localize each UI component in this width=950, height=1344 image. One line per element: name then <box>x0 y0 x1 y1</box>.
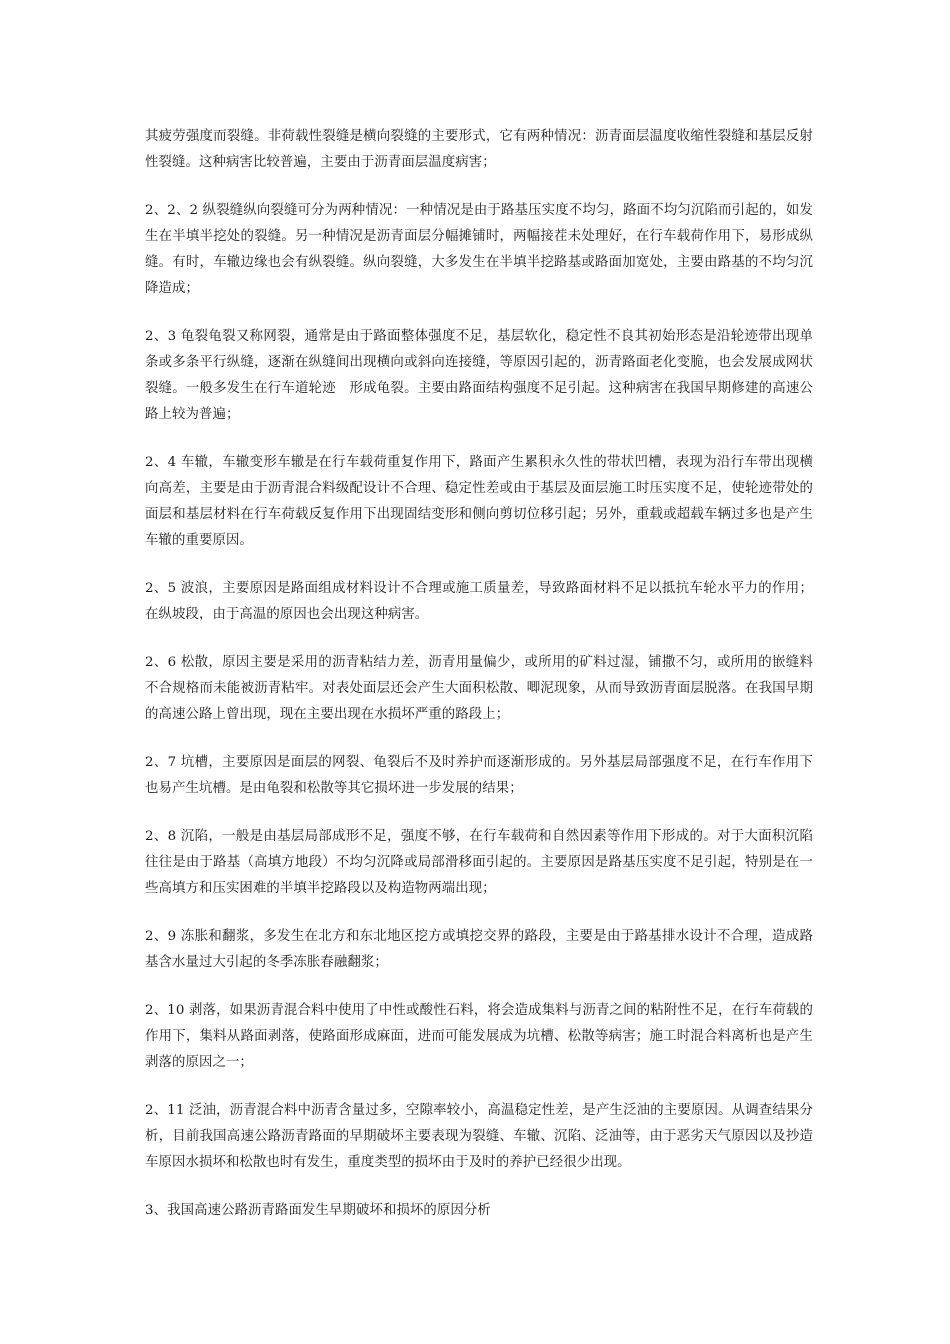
paragraph-stripping: 2、10 剥落，如果沥青混合料中使用了中性或酸性石料，将会造成集料与沥青之间的粘附性不足，在行车荷载的作用下，集料从路面剥落，使路面形成麻面，进而可能发展成为坑槽、松散等病害；施工时混合料离析也是产生剥落的原因之一； <box>145 1003 813 1070</box>
paragraph-longitudinal-cracks: 2、2、2 纵裂缝纵向裂缝可分为两种情况：一种情况是由于路基压实度不均匀，路面不均匀沉陷而引起的，如发生在半填半挖处的裂缝。另一种情况是沥青面层分幅摊铺时，两幅接茬未处理好，在行车载荷作用下，易形成纵缝。有时，车辙边缘也会有纵裂缝。纵向裂缝，大多发生在半填半挖路基或路面加宽处，主要由路基的不均匀沉降造成； <box>145 203 813 296</box>
paragraph-corrugation: 2、5 波浪，主要原因是路面组成材料设计不合理或施工质量差，导致路面材料不足以抵抗车轮水平力的作用；在纵坡段，由于高温的原因也会出现这种病害。 <box>145 581 813 622</box>
document-body <box>145 124 813 1246</box>
paragraph-subsidence: 2、8 沉陷，一般是由基层局部成形不足，强度不够，在行车载荷和自然因素等作用下形成的。对于大面积沉陷往往是由于路基（高填方地段）不均匀沉降或局部滑移面引起的。主要原因是路基压实度不足引起，特别是在一些高填方和压实困难的半填半挖路段以及构造物两端出现； <box>145 829 813 896</box>
paragraph-transverse-cracks-end: 其疲劳强度而裂缝。非荷载性裂缝是横向裂缝的主要形式，它有两种情况：沥青面层温度收缩性裂缝和基层反射性裂缝。这种病害比较普遍，主要由于沥青面层温度病害； <box>145 129 813 170</box>
paragraph-potholes: 2、7 坑槽，主要原因是面层的网裂、龟裂后不及时养护而逐渐形成的。另外基层局部强度不足，在行车作用下也易产生坑槽。是由龟裂和松散等其它损坏进一步发展的结果； <box>145 755 813 796</box>
paragraph-alligator-cracks: 2、3 龟裂龟裂又称网裂，通常是由于路面整体强度不足，基层软化，稳定性不良其初始形态是沿轮迹带出现单条或多条平行纵缝，逐渐在纵缝间出现横向或斜向连接缝，等原因引起的，沥青路面老化变脆，也会发展成网状裂缝。一般多发生在行车道轮迹 形成龟裂。主要由路面结构强度不足引起。这种病害在我国早期修建的高速公路上较为普遍； <box>145 329 813 422</box>
section-heading-cause-analysis: 3、我国高速公路沥青路面发生早期破坏和损坏的原因分析 <box>145 1203 491 1218</box>
paragraph-rutting: 2、4 车辙，车辙变形车辙是在行车载荷重复作用下，路面产生累积永久性的带状凹槽，表现为沿行车带出现横向高差，主要是由于沥青混合料级配设计不合理、稳定性差或由于基层及面层施工时压实度不足，使轮迹带处的面层和基层材料在行车荷载反复作用下出现固结变形和侧向剪切位移引起；另外，重载或超载车辆过多也是产生车辙的重要原因。 <box>145 455 813 548</box>
paragraph-frost-heave: 2、9 冻胀和翻浆，多发生在北方和东北地区挖方或填挖交界的路段，主要是由于路基排水设计不合理，造成路基含水量过大引起的冬季冻胀春融翻浆； <box>145 929 813 970</box>
paragraph-raveling: 2、6 松散，原因主要是采用的沥青粘结力差，沥青用量偏少，或所用的矿料过湿，铺撒不匀，或所用的嵌缝料不合规格而未能被沥青粘牢。对表处面层还会产生大面积松散、唧泥现象，从而导致沥青面层脱落。在我国早期的高速公路上曾出现，现在主要出现在水损坏严重的路段上； <box>145 655 813 722</box>
paragraph-bleeding: 2、11 泛油，沥青混合料中沥青含量过多，空隙率较小，高温稳定性差，是产生泛油的主要原因。从调查结果分析，目前我国高速公路沥青路面的早期破坏主要表现为裂缝、车辙、沉陷、泛油等，由于恶劣天气原因以及抄造车原因水损坏和松散也时有发生，重度类型的损坏由于及时的养护已经很少出现。 <box>145 1103 813 1170</box>
